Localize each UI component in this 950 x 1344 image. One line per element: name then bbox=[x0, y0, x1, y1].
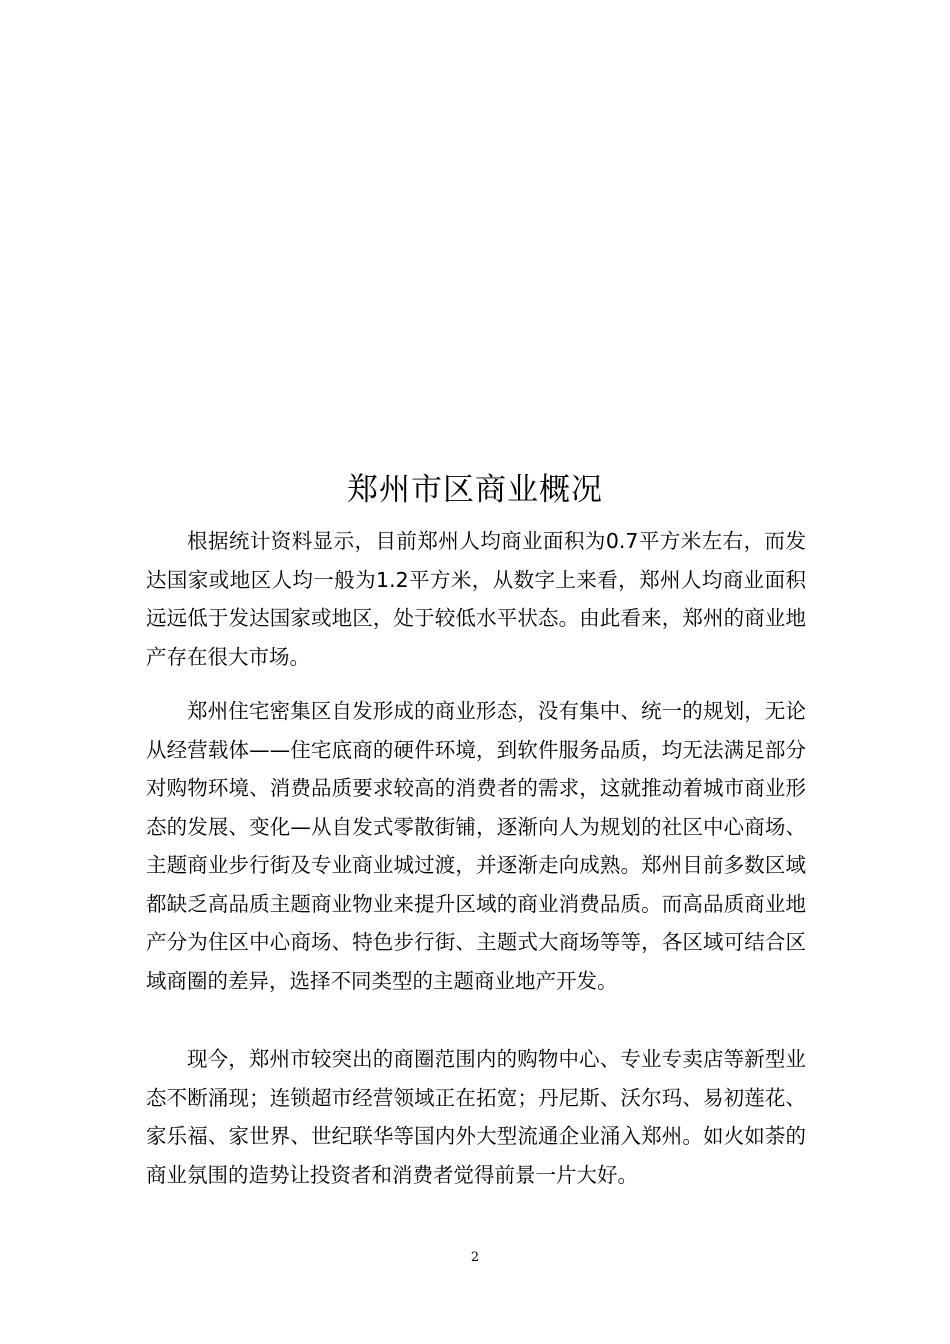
paragraph-2: 郑州住宅密集区自发形成的商业形态，没有集中、统一的规划，无论从经营载体——住宅底商的硬件环境，到软件服务品质，均无法满足部分对购物环境、消费品质要求较高的消费者的需求，这就推动着城市商业形态的发展、变化—从自发式零散街铺，逐渐向人为规划的社区中心商场、主题商业步行街及专业商业城过渡，并逐渐走向成熟。郑州目前多数区域都缺乏高品质主题商业物业来提升区域的商业消费品质。而高品质商业地产分为住区中心商场、特色步行街、主题式大商场等等，各区域可结合区域商圈的差异，选择不同类型的主题商业地产开发。 bbox=[146, 699, 806, 993]
paragraph-3: 现今，郑州市较突出的商圈范围内的购物中心、专业专卖店等新型业态不断涌现；连锁超市经营领域正在拓宽；丹尼斯、沃尔玛、易初莲花、家乐福、家世界、世纪联华等国内外大型流通企业涌入郑州。如火如荼的商业氛围的造势让投资者和消费者觉得前景一片大好。 bbox=[146, 1047, 806, 1187]
document-title: 郑州市区商业概况 bbox=[347, 472, 603, 508]
page-number: 2 bbox=[470, 1250, 480, 1265]
paragraph-1: 根据统计资料显示，目前郑州人均商业面积为0.7平方米左右，而发达国家或地区人均一般为1.2平方米，从数字上来看，郑州人均商业面积远远低于发达国家或地区，处于较低水平状态。由此看来，郑州的商业地产存在很大市场。 bbox=[146, 529, 806, 669]
